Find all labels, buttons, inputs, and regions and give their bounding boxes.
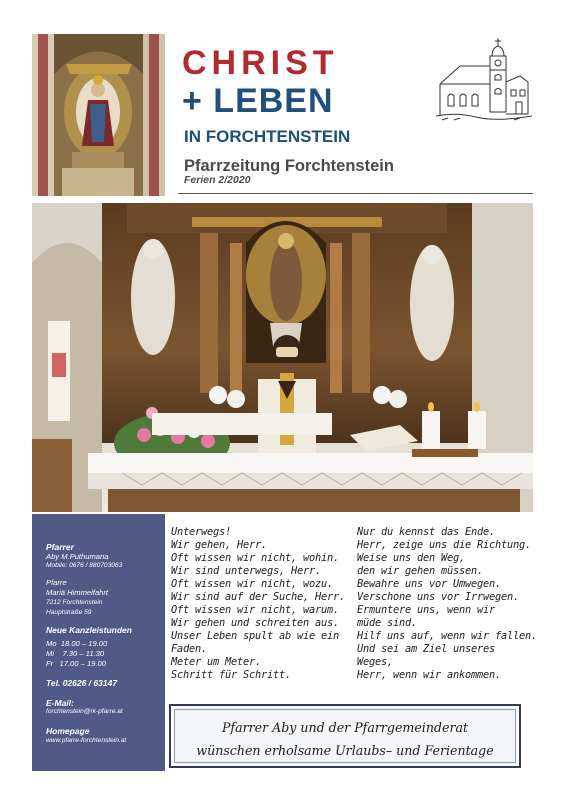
poem-line: Verschone uns vor Irrwegen. bbox=[357, 591, 519, 603]
poem-line: Weges, bbox=[357, 656, 393, 668]
parish-street: Hauptstraße 59 bbox=[46, 609, 92, 616]
poem-line: Bewahre uns vor Umwegen. bbox=[357, 578, 501, 590]
poem-line: Nur du kennst das Ende. bbox=[357, 526, 495, 538]
email-address: forchtenstein@rk-pfarre.at bbox=[46, 708, 123, 715]
church-sketch-icon bbox=[436, 36, 532, 122]
office-hours-friday: Fr 17.00 – 19.00 bbox=[46, 659, 106, 668]
poem-line: Oft wissen wir nicht, warum. bbox=[171, 604, 339, 616]
poem-line: Schritt für Schritt. bbox=[171, 669, 291, 681]
parish-heading: Pfarre bbox=[46, 578, 67, 587]
homepage-heading: Homepage bbox=[46, 726, 90, 736]
poem-line: Meter um Meter. bbox=[171, 656, 261, 668]
poem-line: Hilf uns auf, wenn wir fallen. bbox=[357, 630, 537, 642]
poem-line: Herr, wenn wir ankommen. bbox=[357, 669, 501, 681]
poem-column-right bbox=[357, 526, 537, 682]
office-hours-wednesday: Mi 7.30 – 11.30 bbox=[46, 649, 105, 658]
madonna-statue-image bbox=[32, 34, 165, 196]
poem-line: Wir gehen und schreiten aus. bbox=[171, 617, 339, 629]
poem-line: Unser Leben spult ab wie ein bbox=[171, 630, 339, 642]
poem-line: den wir gehen müssen. bbox=[357, 565, 483, 577]
pastor-mobile: Mobile: 0676 / 880703063 bbox=[46, 562, 123, 569]
poem-line: Unterwegs! bbox=[171, 526, 231, 538]
issue-label: Ferien 2/2020 bbox=[184, 174, 251, 186]
masthead-subtitle: Pfarrzeitung Forchtenstein bbox=[184, 157, 394, 175]
greeting-line-2: wünschen erholsame Urlaubs– und Ferientage bbox=[196, 743, 494, 758]
poem-line: Faden. bbox=[171, 643, 207, 655]
poem-line: Wir sind unterwegs, Herr. bbox=[171, 565, 321, 577]
masthead-title-leben: + LEBEN bbox=[182, 82, 334, 120]
poem-line: Wir sind auf der Suche, Herr. bbox=[171, 591, 345, 603]
masthead-place: IN FORCHTENSTEIN bbox=[184, 127, 351, 146]
pastor-heading: Pfarrer bbox=[46, 542, 74, 552]
poem-line: Oft wissen wir nicht, wohin. bbox=[171, 552, 339, 564]
greeting-box bbox=[169, 704, 521, 768]
poem-line: müde sind. bbox=[357, 617, 417, 629]
poem-line: Ermuntere uns, wenn wir bbox=[357, 604, 495, 616]
madonna-statue-photo bbox=[32, 34, 165, 196]
parish-city: 7212 Forchtenstein bbox=[46, 599, 103, 606]
parish-name: Mariä Himmelfahrt bbox=[46, 588, 109, 597]
greeting-box-inner bbox=[174, 709, 516, 763]
office-hours-heading: Neue Kanzleistunden bbox=[46, 625, 132, 635]
altar-image bbox=[32, 203, 533, 512]
altar-priest-photo bbox=[32, 203, 533, 512]
greeting-line-1: Pfarrer Aby und der Pfarrgemeinderat bbox=[221, 720, 469, 735]
poem-line: Herr, zeige uns die Richtung. bbox=[357, 539, 531, 551]
poem-column-left bbox=[171, 526, 345, 682]
email-heading: E-Mail: bbox=[46, 698, 74, 708]
homepage-url: www.pfarre-forchtenstein.at bbox=[46, 737, 127, 744]
phone-number: Tel. 02626 / 63147 bbox=[46, 678, 118, 688]
poem-line: Und sei am Ziel unseres bbox=[357, 643, 495, 655]
poem-line: Wir gehen, Herr. bbox=[171, 539, 267, 551]
poem-line: Oft wissen wir nicht, wozu. bbox=[171, 578, 333, 590]
header-divider bbox=[178, 193, 533, 194]
office-hours-monday: Mo 18.00 – 19.00 bbox=[46, 639, 108, 648]
poem-line: Weise uns den Weg, bbox=[357, 552, 465, 564]
pastor-name: Aby M.Puthumana bbox=[46, 552, 109, 561]
contact-sidebar bbox=[32, 514, 165, 771]
masthead-title-christ: CHRIST bbox=[182, 44, 339, 82]
